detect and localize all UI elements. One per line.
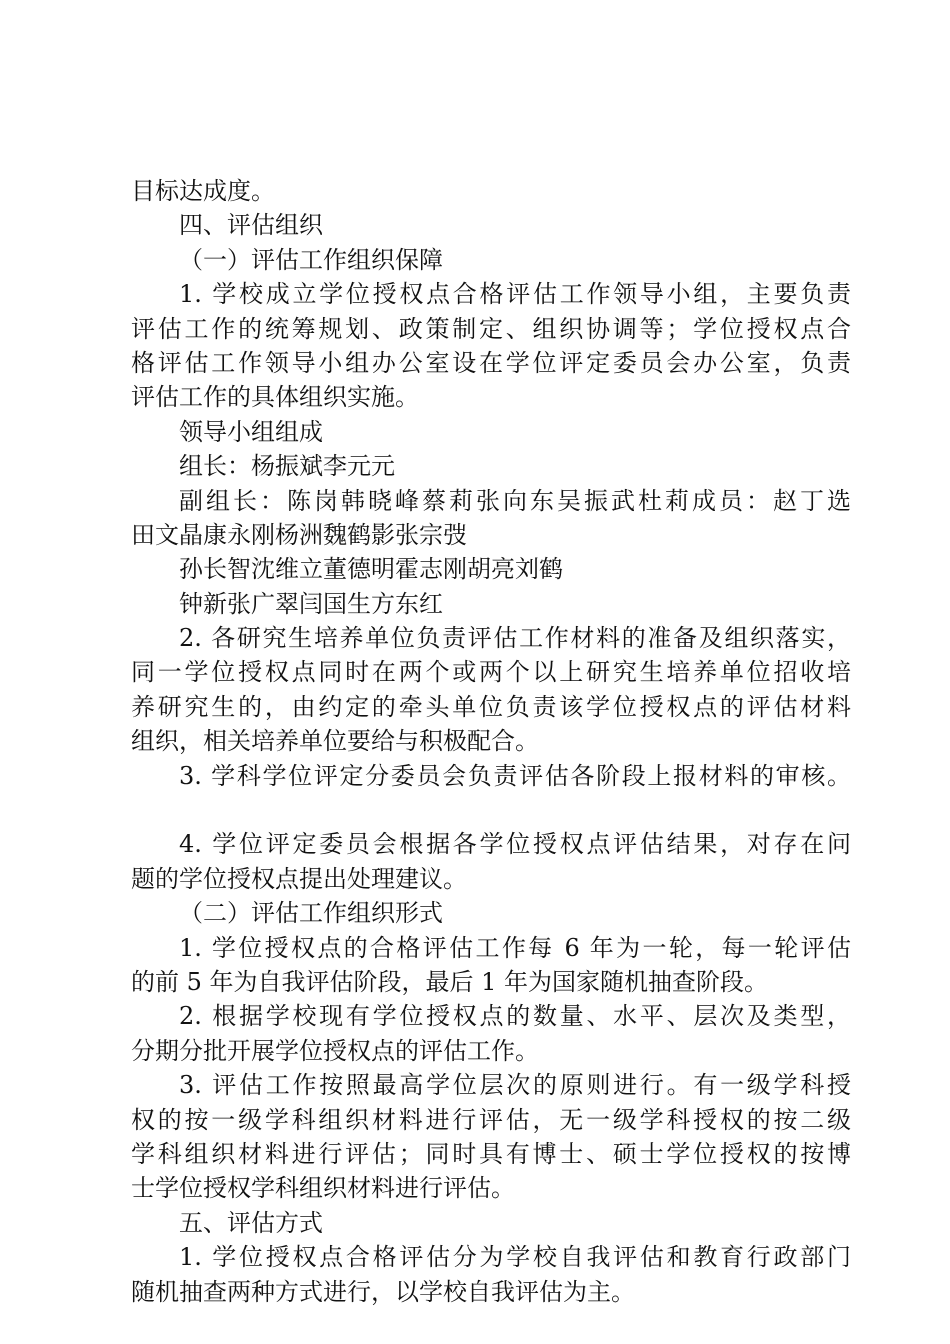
paragraph-line: 权的按一级学科组织材料进行评估，无一级学科授权的按二级 [131, 1105, 851, 1134]
document-page [131, 174, 851, 1309]
paragraph-line: 同一学位授权点同时在两个或两个以上研究生培养单位招收培 [131, 658, 851, 687]
paragraph-line: 学科组织材料进行评估；同时具有博士、硕士学位授权的按博 [131, 1139, 851, 1168]
paragraph-line: 格评估工作领导小组办公室设在学位评定委员会办公室，负责 [131, 348, 851, 377]
paragraph-line: 随机抽查两种方式进行，以学校自我评估为主。 [131, 1277, 635, 1306]
paragraph-line: 1. 学位授权点的合格评估工作每 6 年为一轮，每一轮评估 [179, 933, 851, 962]
paragraph-line: 目标达成度。 [131, 177, 275, 205]
paragraph-line: 田文晶康永刚杨洲魏鹤影张宗弢 [131, 520, 467, 549]
paragraph-line: 钟新张广翠闫国生方东红 [179, 589, 443, 618]
section-heading: 五、评估方式 [179, 1208, 323, 1237]
paragraph-line: 组织，相关培养单位要给与积极配合。 [131, 727, 539, 756]
paragraph-line: 养研究生的，由约定的牵头单位负责该学位授权点的评估材料 [131, 692, 851, 721]
paragraph-line: 士学位授权学科组织材料进行评估。 [131, 1174, 515, 1203]
paragraph-line: 3. 评估工作按照最高学位层次的原则进行。有一级学科授 [179, 1071, 851, 1100]
paragraph-line: 4. 学位评定委员会根据各学位授权点评估结果，对存在问 [179, 830, 851, 859]
paragraph-line: 分期分批开展学位授权点的评估工作。 [131, 1036, 539, 1065]
paragraph-line: 2. 根据学校现有学位授权点的数量、水平、层次及类型， [179, 1002, 851, 1031]
paragraph-line: 领导小组组成 [179, 417, 323, 446]
paragraph-line: 的前 5 年为自我评估阶段，最后 1 年为国家随机抽查阶段。 [131, 967, 769, 996]
paragraph-line: 组长：杨振斌李元元 [179, 452, 395, 481]
paragraph-line: 2. 各研究生培养单位负责评估工作材料的准备及组织落实， [179, 624, 851, 653]
paragraph-line: 副组长：陈岗韩晓峰蔡莉张向东吴振武杜莉成员：赵丁选 [179, 486, 851, 515]
blank-line [131, 793, 851, 827]
paragraph-line: 3. 学科学位评定分委员会负责评估各阶段上报材料的审核。 [179, 761, 851, 790]
paragraph-line: 评估工作的统筹规划、政策制定、组织协调等；学位授权点合 [131, 314, 851, 343]
subsection-heading: （二）评估工作组织形式 [179, 899, 443, 928]
paragraph-line: 1. 学位授权点合格评估分为学校自我评估和教育行政部门 [179, 1243, 851, 1272]
paragraph-line: 评估工作的具体组织实施。 [131, 383, 419, 412]
paragraph-line: 1. 学校成立学位授权点合格评估工作领导小组，主要负责 [179, 280, 851, 309]
paragraph-line: 孙长智沈维立董德明霍志刚胡亮刘鹤 [179, 555, 563, 584]
paragraph-line: 题的学位授权点提出处理建议。 [131, 864, 467, 893]
section-heading: 四、评估组织 [179, 211, 323, 240]
subsection-heading: （一）评估工作组织保障 [179, 245, 443, 274]
